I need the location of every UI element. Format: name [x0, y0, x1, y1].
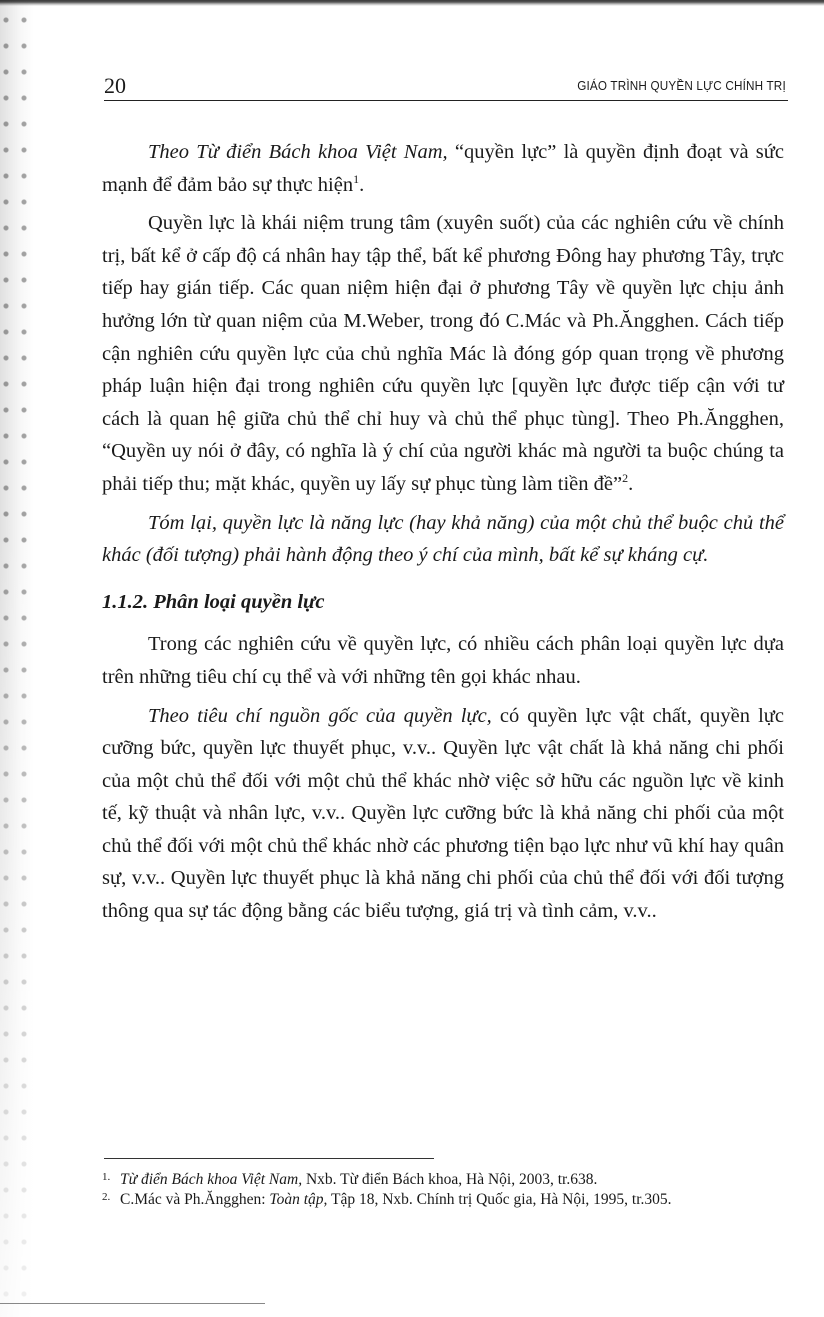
running-title: GIÁO TRÌNH QUYỀN LỰC CHÍNH TRỊ	[577, 78, 786, 93]
paragraph-definition	[102, 136, 784, 201]
paragraph-definition-text: “quyền lực” là quyền định đoạt và sức mạnh để đảm bảo sự thực hiện	[102, 141, 784, 196]
footnote-2-body	[120, 1190, 784, 1210]
paragraph-origin-criteria	[102, 700, 784, 928]
paragraph-summary	[102, 507, 784, 572]
section-heading: 1.1.2. Phân loại quyền lực	[102, 590, 325, 613]
paragraph-definition-end: .	[359, 173, 365, 196]
paragraph-origin-criteria-lead: Theo tiêu chí nguồn gốc của quyền lực,	[148, 704, 492, 727]
footnote-1-text: Nxb. Từ điển Bách khoa, Hà Nội, 2003, tr.638.	[302, 1171, 598, 1188]
page-number: 20	[104, 73, 126, 98]
paragraph-summary-text: Tóm lại, quyền lực là năng lực (hay khả năng) của một chủ thể buộc chủ thể khác (đối tượng) phải hành động theo ý chí của mình, bất kể sự kháng cự.	[102, 511, 784, 567]
body-text	[102, 136, 784, 928]
page-header	[104, 72, 788, 101]
paragraph-definition-source: Theo Từ điển Bách khoa Việt Nam,	[148, 141, 448, 163]
footnote-2	[102, 1190, 784, 1210]
scan-edge-top	[0, 0, 824, 6]
footnote-separator	[104, 1158, 434, 1159]
paragraph-concept-text: Quyền lực là khái niệm trung tâm (xuyên suốt) của các nghiên cứu về chính trị, bất kể ở cấp độ cá nhân hay tập thể, bất kể phương Đông hay phương Tây, trực tiếp hay gián tiếp. Các quan niệm hiện đại ở phương Tây về quyền lực chịu ảnh hưởng lớn từ quan niệm của M.Weber, trong đó C.Mác và Ph.Ăngghen. Cách tiếp cận nghiên cứu quyền lực của chủ nghĩa Mác là đóng góp quan trọng về phương pháp luận hiện đại trong nghiên cứu quyền lực [quyền lực được tiếp cận với tư cách là quan hệ giữa chủ thể chỉ huy và chủ thể phục tùng]. Theo Ph.Ăngghen, “Quyền uy nói ở đây, có nghĩa là ý chí của người khác mà người ta buộc chúng ta phải tiếp thu; mặt khác, quyền uy lấy sự phục tùng làm tiền đề”	[102, 212, 784, 495]
paragraph-concept	[102, 207, 784, 500]
footnote-2-title: Toàn tập,	[269, 1191, 328, 1208]
footnote-1	[102, 1170, 784, 1190]
paragraph-classification-text: Trong các nghiên cứu về quyền lực, có nhiều cách phân loại quyền lực dựa trên những tiêu chí cụ thể và với những tên gọi khác nhau.	[102, 633, 784, 688]
footnote-2-text: Tập 18, Nxb. Chính trị Quốc gia, Hà Nội, 1995, tr.305.	[327, 1191, 672, 1208]
footnote-ref-1[interactable]: 1	[353, 171, 360, 186]
footnote-1-title: Từ điển Bách khoa Việt Nam,	[120, 1171, 303, 1188]
scan-bottom-line	[0, 1303, 265, 1304]
footnote-1-body	[120, 1170, 784, 1190]
footnote-ref-2[interactable]: 2	[622, 471, 629, 486]
paragraph-concept-end: .	[628, 472, 634, 495]
footnotes	[102, 1170, 784, 1210]
footnote-2-mark: 2.	[102, 1191, 111, 1203]
footnote-1-mark: 1.	[102, 1171, 111, 1183]
footnote-2-author: C.Mác và Ph.Ăngghen:	[120, 1191, 270, 1208]
scan-edge-left-fade	[0, 0, 34, 1317]
paragraph-classification	[102, 628, 784, 693]
paragraph-origin-criteria-text: có quyền lực vật chất, quyền lực cưỡng bức, quyền lực thuyết phục, v.v.. Quyền lực vật chất là khả năng chi phối của một chủ thể đối với một chủ thể khác nhờ việc sở hữu các nguồn lực về kinh tế, kỹ thuật và nhân lực, v.v.. Quyền lực cưỡng bức là khả năng chi phối của một chủ thể đối với một chủ thể khác nhờ các phương tiện bạo lực như vũ khí hay quân sự, v.v.. Quyền lực thuyết phục là khả năng chi phối của chủ thể đối với đối tượng thông qua sự tác động bằng các biểu tượng, giá trị và tình cảm, v.v..	[102, 704, 785, 923]
